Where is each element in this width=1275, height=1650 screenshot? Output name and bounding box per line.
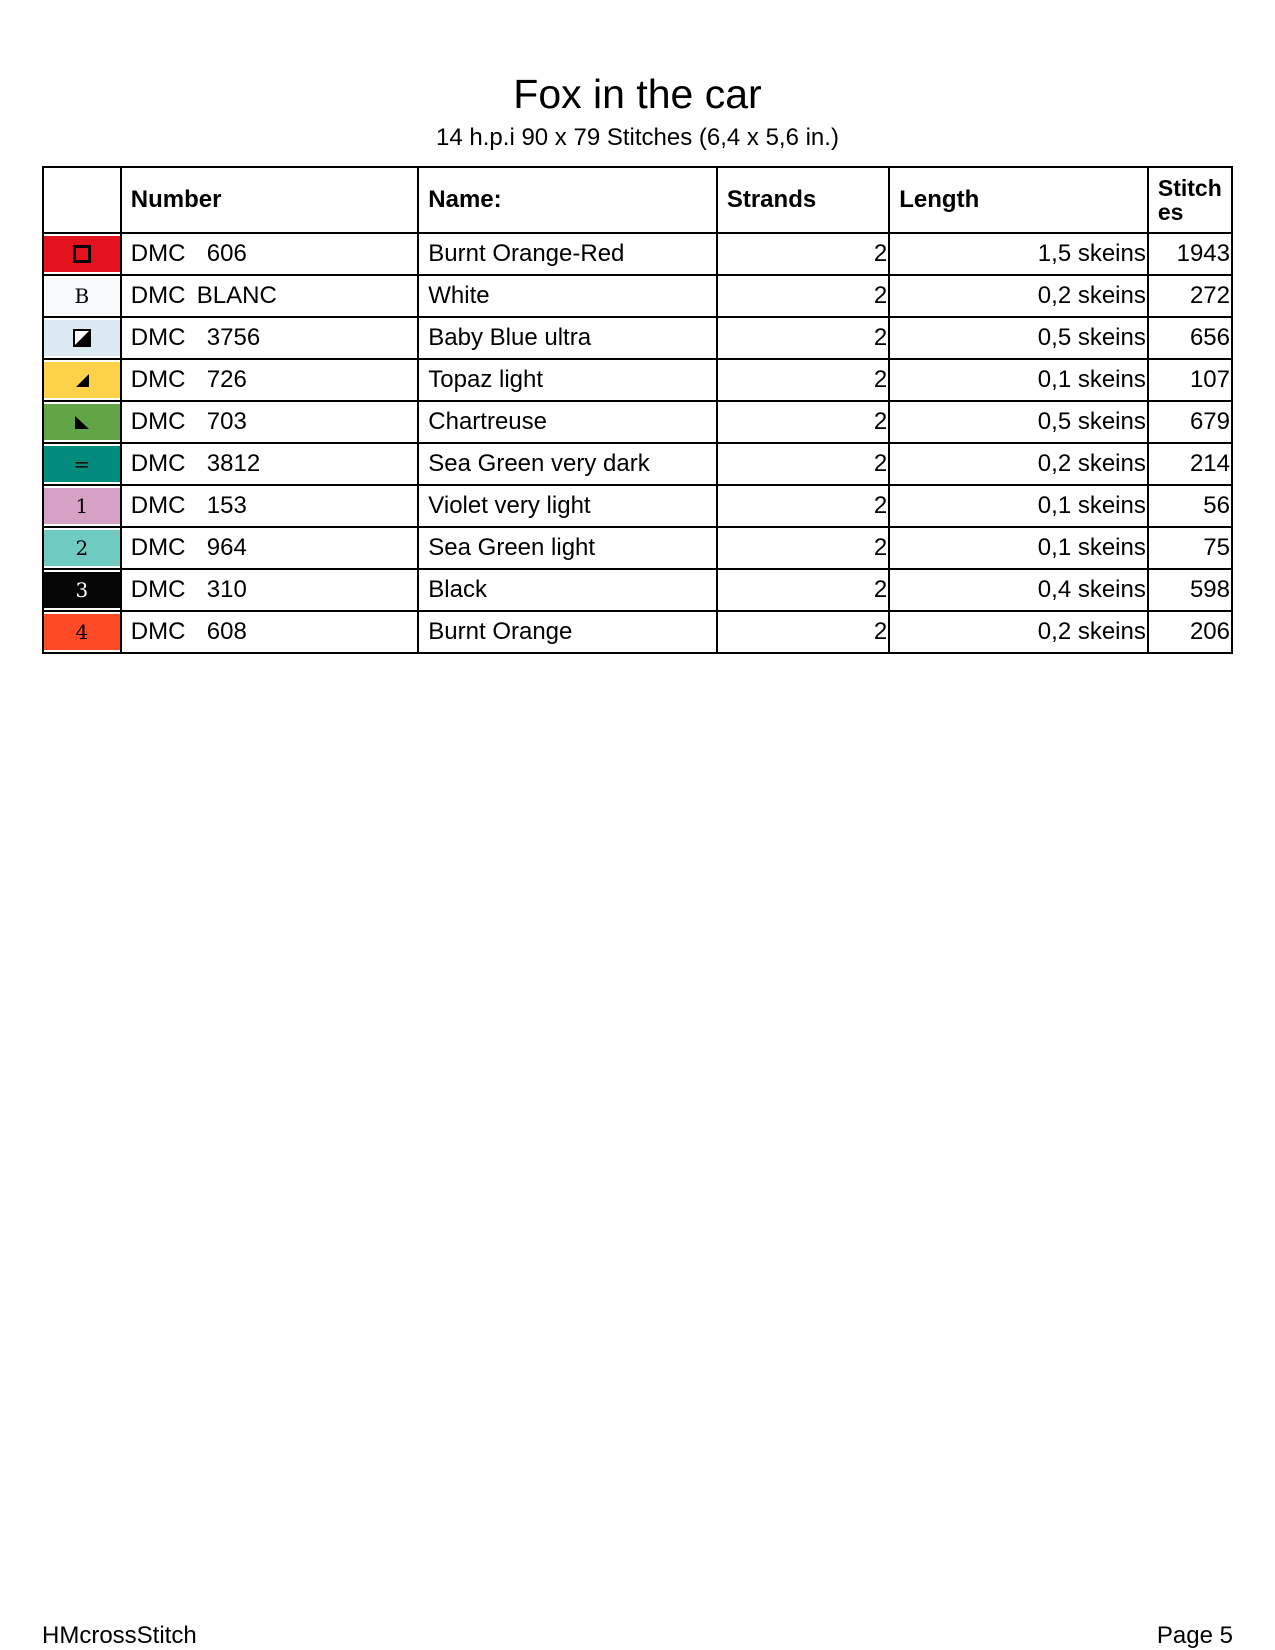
color-swatch xyxy=(44,362,120,398)
thread-brand: DMC xyxy=(130,282,186,309)
symbol-glyph: B xyxy=(74,284,90,308)
thread-number xyxy=(121,275,419,317)
color-swatch xyxy=(44,572,120,608)
thread-name: Violet very light xyxy=(418,485,717,527)
thread-brand: DMC xyxy=(130,366,186,393)
thread-code: 310 xyxy=(206,576,247,603)
length-value: 0,5 skeins xyxy=(889,317,1148,359)
thread-code: 726 xyxy=(206,366,247,393)
symbol-glyph: 2 xyxy=(75,536,89,560)
square-symbol-icon xyxy=(73,245,91,263)
thread-name: Baby Blue ultra xyxy=(418,317,717,359)
table-row xyxy=(43,359,1232,401)
length-value: 0,4 skeins xyxy=(889,569,1148,611)
thread-code: 703 xyxy=(206,408,247,435)
thread-code: 964 xyxy=(206,534,247,561)
length-value: 0,5 skeins xyxy=(889,401,1148,443)
triangle-br-symbol-icon xyxy=(73,371,91,389)
strands-value: 2 xyxy=(717,401,889,443)
header-name: Name: xyxy=(418,167,717,233)
symbol-glyph: 1 xyxy=(75,494,89,518)
table-body xyxy=(43,233,1232,653)
stitches-value: 75 xyxy=(1148,527,1232,569)
color-swatch xyxy=(44,278,120,314)
symbol-glyph: = xyxy=(73,452,91,476)
header-length: Length xyxy=(889,167,1148,233)
stitches-value: 272 xyxy=(1148,275,1232,317)
thread-name: Black xyxy=(418,569,717,611)
color-swatch-cell xyxy=(43,233,121,275)
thread-brand: DMC xyxy=(130,450,186,477)
footer-brand: HMcrossStitch xyxy=(42,1622,197,1649)
length-value: 1,5 skeins xyxy=(889,233,1148,275)
table-row xyxy=(43,275,1232,317)
page-subtitle: 14 h.p.i 90 x 79 Stitches (6,4 x 5,6 in.) xyxy=(436,124,839,151)
thread-name: Topaz light xyxy=(418,359,717,401)
color-swatch-cell xyxy=(43,611,121,653)
stitches-value: 598 xyxy=(1148,569,1232,611)
table-header-row xyxy=(43,167,1232,233)
thread-brand: DMC xyxy=(130,492,186,519)
thread-brand: DMC xyxy=(130,618,186,645)
strands-value: 2 xyxy=(717,611,889,653)
length-value: 0,2 skeins xyxy=(889,611,1148,653)
color-swatch-cell xyxy=(43,275,121,317)
stitches-value: 56 xyxy=(1148,485,1232,527)
thread-number xyxy=(121,359,419,401)
page-title: Fox in the car xyxy=(513,71,762,117)
strands-value: 2 xyxy=(717,443,889,485)
stitches-value: 206 xyxy=(1148,611,1232,653)
table-row xyxy=(43,317,1232,359)
stitches-value: 214 xyxy=(1148,443,1232,485)
thread-code: 608 xyxy=(206,618,247,645)
color-swatch-cell xyxy=(43,317,121,359)
table-row xyxy=(43,569,1232,611)
color-swatch-cell xyxy=(43,485,121,527)
color-swatch-cell xyxy=(43,443,121,485)
table-row xyxy=(43,485,1232,527)
thread-brand: DMC xyxy=(130,534,186,561)
header-stitches: Stitches xyxy=(1148,167,1232,233)
thread-number xyxy=(121,569,419,611)
thread-brand: DMC xyxy=(130,240,186,267)
header-symbol xyxy=(43,167,121,233)
thread-brand: DMC xyxy=(130,324,186,351)
color-swatch xyxy=(44,320,120,356)
stitches-value: 107 xyxy=(1148,359,1232,401)
color-swatch xyxy=(44,530,120,566)
thread-number xyxy=(121,317,419,359)
thread-number xyxy=(121,611,419,653)
thread-brand: DMC xyxy=(130,576,186,603)
thread-code: 153 xyxy=(206,492,247,519)
thread-code: 3756 xyxy=(206,324,261,351)
table-row xyxy=(43,233,1232,275)
thread-brand: DMC xyxy=(130,408,186,435)
thread-number xyxy=(121,443,419,485)
stitches-value: 656 xyxy=(1148,317,1232,359)
length-value: 0,2 skeins xyxy=(889,275,1148,317)
symbol-glyph: 4 xyxy=(75,620,89,644)
header-strands: Strands xyxy=(717,167,889,233)
table-row xyxy=(43,401,1232,443)
color-swatch-cell xyxy=(43,359,121,401)
thread-number xyxy=(121,401,419,443)
thread-name: Chartreuse xyxy=(418,401,717,443)
header-number: Number xyxy=(121,167,419,233)
half-square-symbol-icon xyxy=(73,329,91,347)
thread-number xyxy=(121,527,419,569)
thread-code: 3812 xyxy=(206,450,261,477)
color-swatch xyxy=(44,614,120,650)
thread-number xyxy=(121,233,419,275)
strands-value: 2 xyxy=(717,359,889,401)
strands-value: 2 xyxy=(717,527,889,569)
thread-code: 606 xyxy=(206,240,247,267)
color-swatch-cell xyxy=(43,527,121,569)
length-value: 0,1 skeins xyxy=(889,527,1148,569)
thread-name: White xyxy=(418,275,717,317)
thread-name: Sea Green very dark xyxy=(418,443,717,485)
triangle-bl-symbol-icon xyxy=(73,413,91,431)
strands-value: 2 xyxy=(717,485,889,527)
stitches-value: 1943 xyxy=(1148,233,1232,275)
color-swatch xyxy=(44,446,120,482)
color-swatch-cell xyxy=(43,401,121,443)
strands-value: 2 xyxy=(717,569,889,611)
page-number: Page 5 xyxy=(1156,1622,1233,1649)
thread-name: Sea Green light xyxy=(418,527,717,569)
stitches-value: 679 xyxy=(1148,401,1232,443)
thread-code: BLANC xyxy=(196,282,277,309)
table-row xyxy=(43,527,1232,569)
length-value: 0,1 skeins xyxy=(889,485,1148,527)
length-value: 0,1 skeins xyxy=(889,359,1148,401)
color-swatch xyxy=(44,236,120,272)
table-row xyxy=(43,443,1232,485)
table-row xyxy=(43,611,1232,653)
thread-key-table xyxy=(42,166,1233,654)
strands-value: 2 xyxy=(717,275,889,317)
thread-number xyxy=(121,485,419,527)
thread-name: Burnt Orange-Red xyxy=(418,233,717,275)
strands-value: 2 xyxy=(717,317,889,359)
color-swatch xyxy=(44,404,120,440)
symbol-glyph: 3 xyxy=(75,578,89,602)
thread-name: Burnt Orange xyxy=(418,611,717,653)
length-value: 0,2 skeins xyxy=(889,443,1148,485)
color-swatch xyxy=(44,488,120,524)
color-swatch-cell xyxy=(43,569,121,611)
strands-value: 2 xyxy=(717,233,889,275)
